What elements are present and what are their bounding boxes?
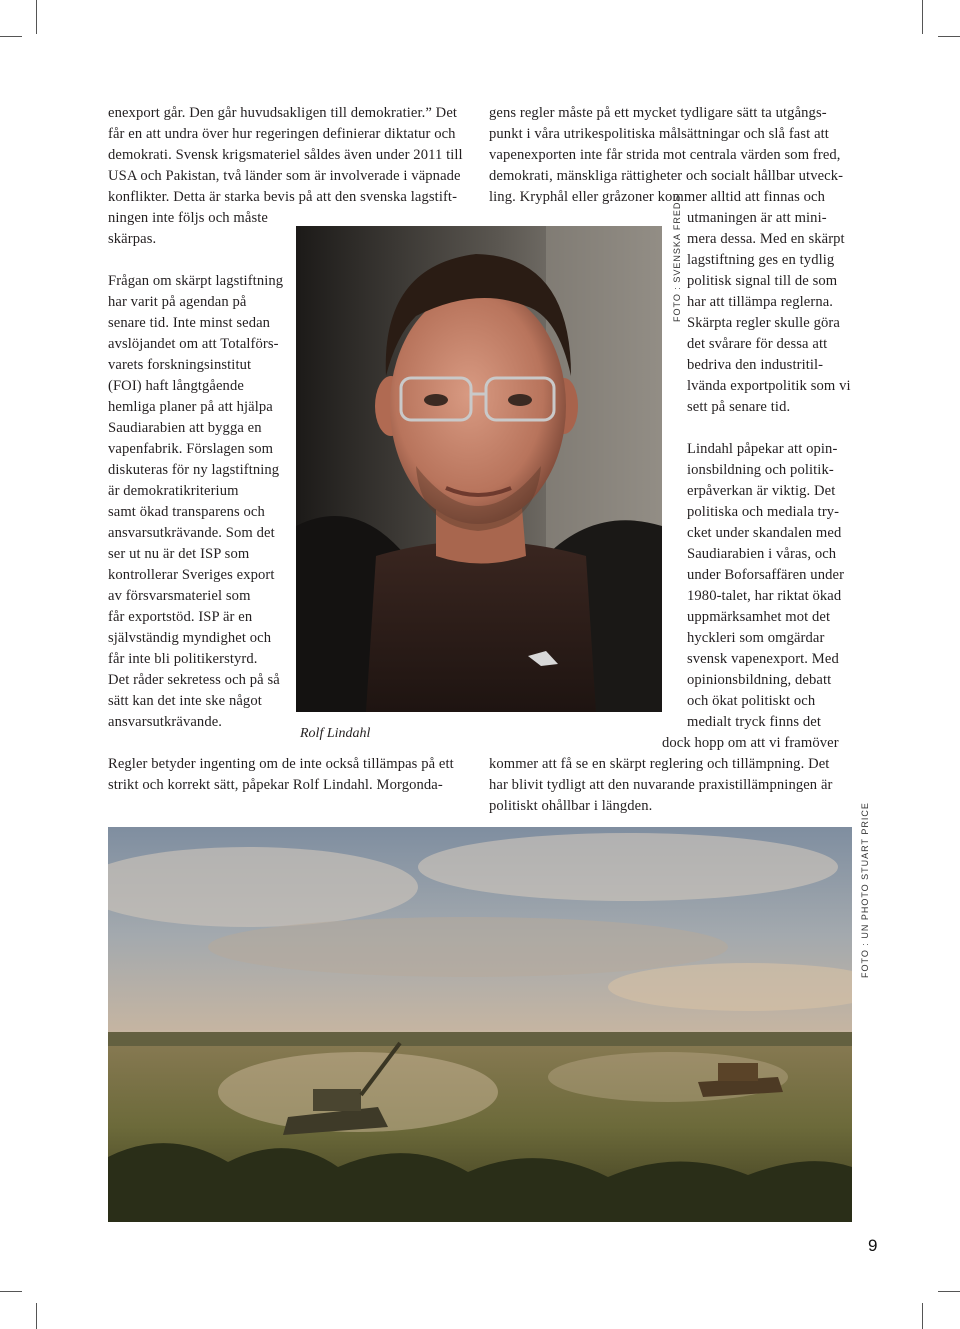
- text-line: opinionsbildning, debatt: [687, 672, 832, 688]
- crop-mark: [922, 0, 923, 34]
- text-line: ansvarsutkrävande.: [108, 714, 223, 730]
- text-line: samt ökad transparens och: [108, 504, 265, 520]
- text-line: (FOI) haft långtgående: [108, 378, 244, 394]
- text-line: Skärpta regler skulle göra: [687, 315, 840, 331]
- text-line: bedriva den industritil-: [687, 357, 824, 373]
- text-line: strikt och korrekt sätt, påpekar Rolf Lindahl. Morgonda-: [108, 777, 443, 793]
- text-line: får inte bli politikerstyrd.: [108, 651, 258, 667]
- crop-mark: [922, 1303, 923, 1329]
- text-line: medialt tryck finns det: [687, 714, 822, 730]
- text-line: uppmärksamhet mot det: [687, 609, 831, 625]
- text-line: dock hopp om att vi framöver: [662, 735, 839, 751]
- text-line: Det råder sekretess och på så: [108, 672, 280, 688]
- text-line: självständig myndighet och: [108, 630, 272, 646]
- text-line: gens regler måste på ett mycket tydligare sätt ta utgångs-: [489, 105, 827, 121]
- text-line: politisk signal till de som: [687, 273, 838, 289]
- text-line: lagstiftning ges en tydlig: [687, 252, 835, 268]
- page-number: 9: [868, 1236, 878, 1255]
- text-line: under Boforsaffären under: [687, 567, 845, 583]
- crop-mark: [36, 0, 37, 34]
- text-line: politiska och mediala try-: [687, 504, 840, 520]
- crop-mark: [0, 36, 22, 37]
- text-line: hyckleri som omgärdar: [687, 630, 825, 646]
- photo-credit: FOTO : SVENSKA FREDS: [672, 194, 682, 322]
- text-line: 1980-talet, har riktat ökad: [687, 588, 842, 604]
- text-line: får en att undra över hur regeringen definierar diktatur och: [108, 126, 456, 142]
- photo-credit: FOTO : UN PHOTO STUART PRICE: [860, 802, 870, 978]
- text-line: vapenexporten inte får strida mot centrala värden som fred,: [489, 147, 841, 163]
- text-line: hemliga planer på att hjälpa: [108, 399, 273, 415]
- text-line: demokrati, mänskliga rättigheter och socialt hållbar utveck-: [489, 168, 844, 184]
- text-line: avslöjandet om att Totalförs-: [108, 336, 279, 352]
- text-line: har att tillämpa reglerna.: [687, 294, 834, 310]
- landscape-photo: [108, 827, 852, 1222]
- photo-caption: Rolf Lindahl: [300, 726, 371, 741]
- text-line: diskuteras för ny lagstiftning: [108, 462, 280, 478]
- text-line: har varit på agendan på: [108, 294, 247, 310]
- text-line: USA och Pakistan, två länder som är involverade i väpnade: [108, 168, 461, 184]
- text-line: ansvarsutkrävande. Som det: [108, 525, 275, 541]
- text-line: ningen inte följs och måste: [108, 210, 268, 226]
- text-line: ionsbildning och politik-: [687, 462, 834, 478]
- text-line: Lindahl påpekar att opin-: [687, 441, 838, 457]
- text-line: får exportstöd. ISP är en: [108, 609, 253, 625]
- text-line: punkt i våra utrikespolitiska målsättningar och slå fast att: [489, 126, 829, 142]
- text-line: sett på senare tid.: [687, 399, 791, 415]
- text-line: det svårare för dessa att: [687, 336, 828, 352]
- text-line: Saudiarabien i våras, och: [687, 546, 837, 562]
- text-line: demokrati. Svensk krigsmateriel såldes även under 2011 till: [108, 147, 463, 163]
- text-line: vapenfabrik. Förslagen som: [108, 441, 274, 457]
- text-line: skärpas.: [108, 231, 157, 247]
- text-line: och ökat politiskt och: [687, 693, 816, 709]
- text-line: senare tid. Inte minst sedan: [108, 315, 271, 331]
- text-line: konflikter. Detta är starka bevis på att den svenska lagstift-: [108, 189, 458, 205]
- text-line: kommer att få se en skärpt reglering och tillämpning. Det: [489, 756, 830, 772]
- text-line: ling. Kryphål eller gråzoner kommer alltid att finnas och: [489, 189, 825, 205]
- crop-mark: [0, 1291, 22, 1292]
- text-line: utmaningen är att mini-: [687, 210, 827, 226]
- crop-mark: [938, 36, 960, 37]
- text-line: har blivit tydligt att den nuvarande praxistillämpningen är: [489, 777, 833, 793]
- crop-mark: [938, 1291, 960, 1292]
- text-line: lvända exportpolitik som vi: [687, 378, 851, 394]
- text-line: varets forskningsinstitut: [108, 357, 252, 373]
- text-line: svensk vapenexport. Med: [687, 651, 839, 667]
- text-line: enexport går. Den går huvudsakligen till demokratier.” Det: [108, 105, 458, 121]
- text-line: av försvarsmateriel som: [108, 588, 251, 604]
- text-line: är demokratikriterium: [108, 483, 239, 499]
- crop-mark: [36, 1303, 37, 1329]
- text-line: kontrollerar Sveriges export: [108, 567, 275, 583]
- text-line: Frågan om skärpt lagstiftning: [108, 273, 284, 289]
- text-line: erpåverkan är viktig. Det: [687, 483, 836, 499]
- text-line: mera dessa. Med en skärpt: [687, 231, 845, 247]
- text-line: cket under skandalen med: [687, 525, 842, 541]
- text-line: ser ut nu är det ISP som: [108, 546, 250, 562]
- text-line: sätt kan det inte ske något: [108, 693, 262, 709]
- text-line: Regler betyder ingenting om de inte också tillämpas på ett: [108, 756, 454, 772]
- portrait-photo: [296, 226, 662, 712]
- text-line: Saudiarabien att bygga en: [108, 420, 262, 436]
- text-line: politiskt ohållbar i längden.: [489, 798, 653, 814]
